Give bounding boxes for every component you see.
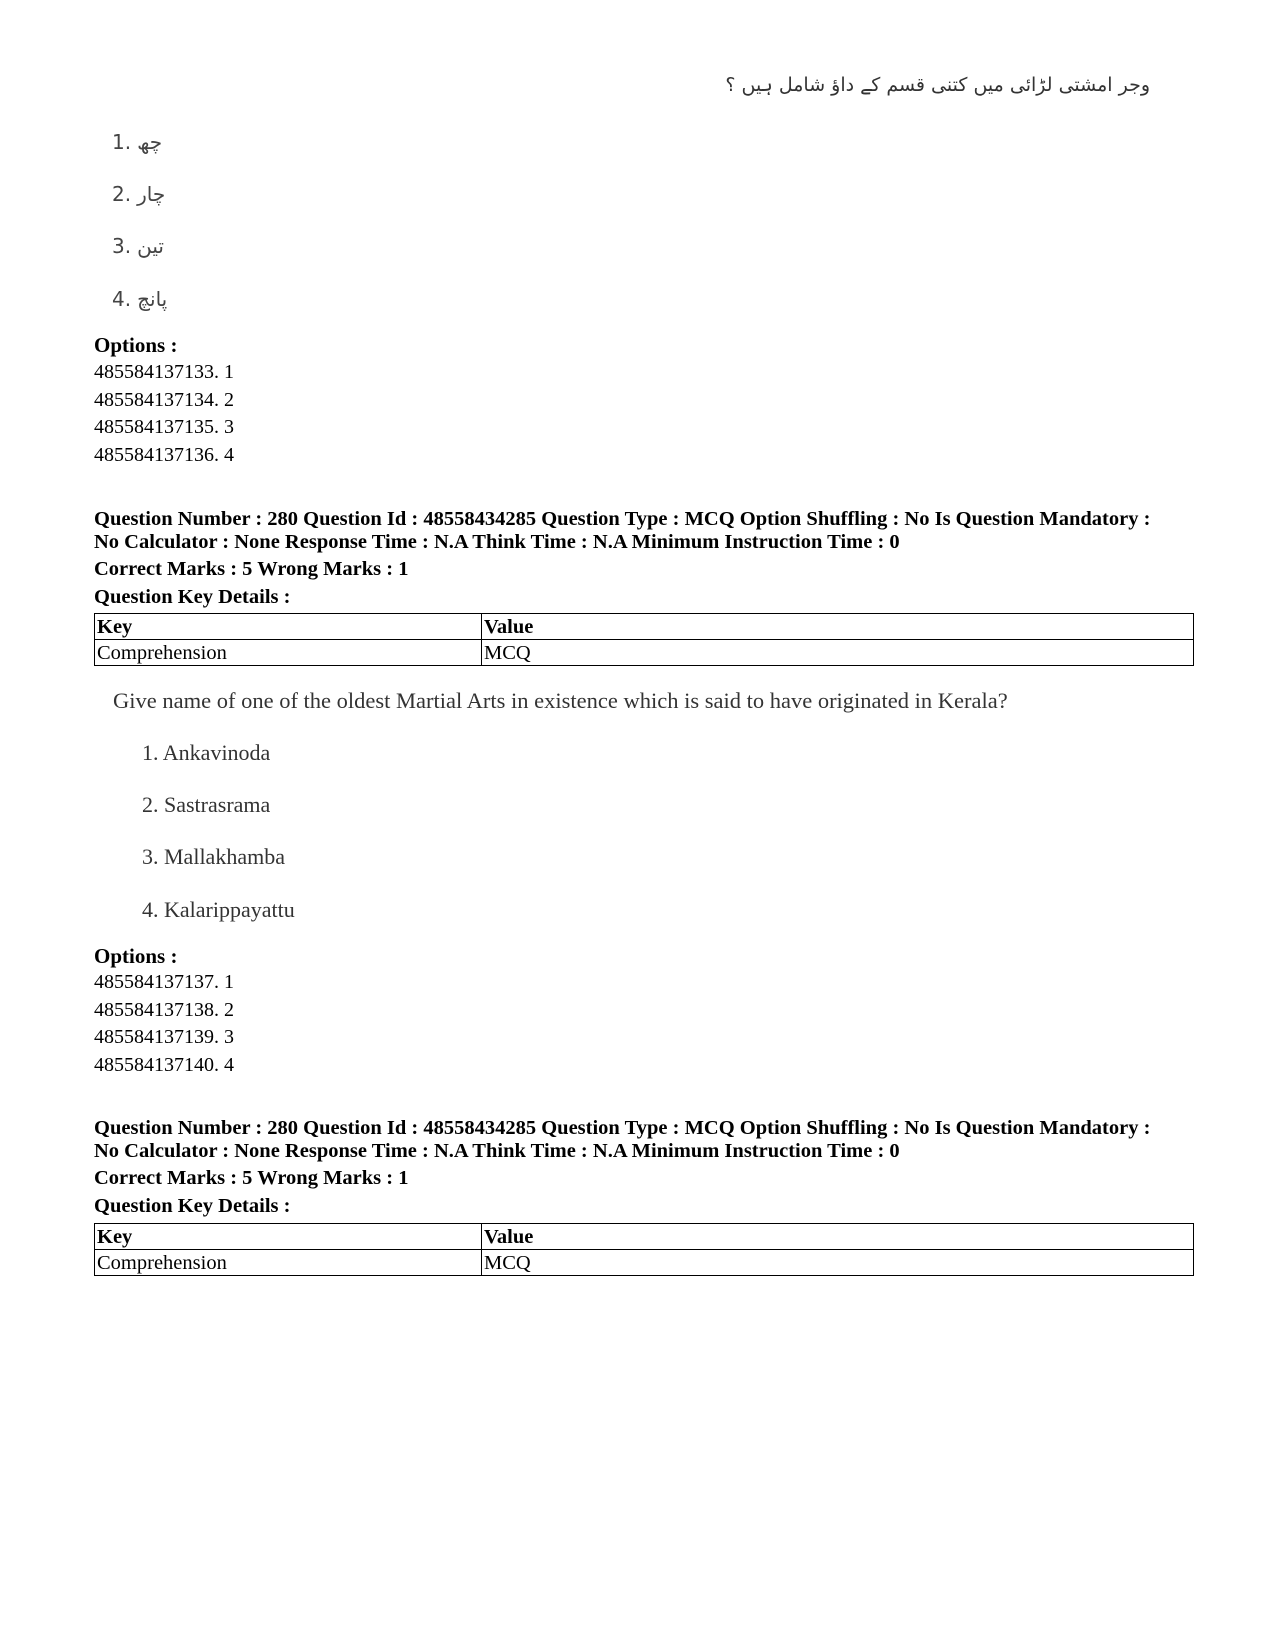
english-choice-3: 3. Mallakhamba bbox=[142, 844, 285, 869]
table-cell-value: MCQ bbox=[482, 1250, 1194, 1276]
table-cell-key: Comprehension bbox=[95, 640, 482, 666]
table-header-key: Key bbox=[95, 614, 482, 640]
table-row bbox=[95, 1250, 1194, 1276]
question-meta-line-1: Question Number : 280 Question Id : 48558434285 Question Type : MCQ Option Shuffling : No Is Question Mandatory : bbox=[94, 508, 1151, 530]
option-line: 485584137133. 1 bbox=[94, 361, 234, 383]
urdu-choice-2: 2. چار bbox=[112, 182, 166, 206]
table-header-row bbox=[95, 1224, 1194, 1250]
option-line: 485584137140. 4 bbox=[94, 1054, 234, 1076]
table-header-value: Value bbox=[482, 1224, 1194, 1250]
question-meta-line-2: No Calculator : None Response Time : N.A Think Time : N.A Minimum Instruction Time : 0 bbox=[94, 1140, 900, 1162]
option-line: 485584137136. 4 bbox=[94, 444, 234, 466]
question-meta bbox=[94, 1117, 1214, 1163]
key-details-table bbox=[94, 613, 1194, 666]
urdu-choice-3: 3. تین bbox=[112, 234, 164, 258]
english-choice-4: 4. Kalarippayattu bbox=[142, 897, 295, 922]
english-question-text: Give name of one of the oldest Martial Arts in existence which is said to have originated in Kerala? bbox=[113, 688, 1008, 713]
marks-line: Correct Marks : 5 Wrong Marks : 1 bbox=[94, 558, 409, 580]
option-line: 485584137138. 2 bbox=[94, 999, 234, 1021]
options-label: Options : bbox=[94, 333, 178, 357]
urdu-choice-4: 4. پانچ bbox=[112, 287, 168, 311]
option-line: 485584137139. 3 bbox=[94, 1026, 234, 1048]
marks-line: Correct Marks : 5 Wrong Marks : 1 bbox=[94, 1167, 409, 1189]
question-meta-line-1: Question Number : 280 Question Id : 48558434285 Question Type : MCQ Option Shuffling : No Is Question Mandatory : bbox=[94, 1117, 1151, 1139]
urdu-question-text: وجر امشتی لڑائی میں کتنی قسم کے داؤ شامل ہیں ؟ bbox=[725, 74, 1150, 96]
option-line: 485584137135. 3 bbox=[94, 416, 234, 438]
table-cell-key: Comprehension bbox=[95, 1250, 482, 1276]
options-label: Options : bbox=[94, 944, 178, 968]
table-row bbox=[95, 640, 1194, 666]
option-line: 485584137134. 2 bbox=[94, 389, 234, 411]
question-meta-line-2: No Calculator : None Response Time : N.A Think Time : N.A Minimum Instruction Time : 0 bbox=[94, 531, 900, 553]
table-header-key: Key bbox=[95, 1224, 482, 1250]
key-details-label: Question Key Details : bbox=[94, 586, 291, 608]
key-details-table bbox=[94, 1223, 1194, 1276]
urdu-choice-1: 1. چھ bbox=[112, 130, 163, 154]
table-cell-value: MCQ bbox=[482, 640, 1194, 666]
key-details-label: Question Key Details : bbox=[94, 1195, 291, 1217]
english-choice-2: 2. Sastrasrama bbox=[142, 792, 271, 817]
question-meta bbox=[94, 508, 1214, 554]
english-choice-1: 1. Ankavinoda bbox=[142, 740, 271, 765]
table-header-row bbox=[95, 614, 1194, 640]
table-header-value: Value bbox=[482, 614, 1194, 640]
option-line: 485584137137. 1 bbox=[94, 971, 234, 993]
